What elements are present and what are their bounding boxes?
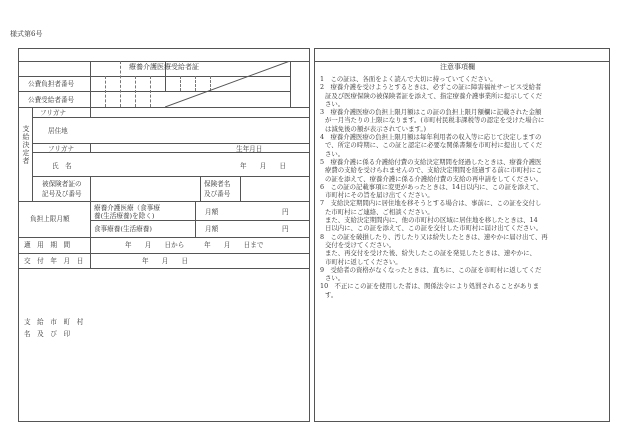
residence-label: 居住地 bbox=[48, 127, 68, 135]
note-text: 療費の支給を受けられませんので、支給決定期間を経過する前に市町村にこ bbox=[325, 166, 543, 175]
note-number: 9 bbox=[320, 265, 331, 274]
note-text: 受給者の資格がなくなったときは、直ちに、この証を市町村に返してくだ bbox=[330, 265, 542, 274]
note-line bbox=[320, 241, 610, 249]
note-text: す。 bbox=[325, 290, 338, 299]
note-text: この証を破損したり、汚したり又は紛失したときは、速やかに届け出て、再 bbox=[330, 232, 548, 241]
note-number: 7 bbox=[320, 199, 331, 208]
note-text: 療養介護医療の負担上限月額はこの証の負担上限月額欄に記載された金額 bbox=[330, 108, 542, 117]
issue-date-label: 交 付 年 月 日 bbox=[24, 257, 84, 265]
note-line bbox=[320, 141, 610, 149]
note-text: は減免後の額が表示されています。) bbox=[325, 124, 427, 133]
meal-care-label: 食事療養(生活療養) bbox=[94, 225, 152, 233]
insured-number-label-1: 被保険者証の bbox=[42, 180, 82, 188]
note-text: 支給決定期間内に居住地を移そうとする場合は、事前に、この証を交付し bbox=[330, 199, 542, 208]
note-line bbox=[320, 116, 610, 124]
furigana-label-2: フリガナ bbox=[48, 145, 75, 153]
note-number: 2 bbox=[320, 83, 331, 92]
public-recipient-number-label: 公費受給者番号 bbox=[28, 96, 75, 104]
note-line bbox=[320, 266, 610, 274]
notes-list bbox=[320, 75, 610, 299]
furigana-label-1: フリガナ bbox=[40, 109, 67, 117]
yen-label-2: 円 bbox=[282, 225, 289, 233]
note-text: さい。 bbox=[325, 99, 345, 108]
insurer-name-label-1: 保険者名 bbox=[204, 180, 231, 188]
note-text: 交付を受けてください。 bbox=[325, 240, 396, 249]
note-number: 10 bbox=[320, 282, 335, 291]
form-number: 様式第6号 bbox=[10, 30, 43, 38]
note-number: 4 bbox=[320, 133, 331, 142]
note-line bbox=[320, 100, 610, 108]
note-text: この証の記載事項に変更があったときは、14日以内に、この証を添えて、 bbox=[330, 182, 543, 191]
care-medical-label-1: 療養介護医療（食事療 bbox=[94, 204, 160, 212]
note-text: 療養介護に係る介護給付費の支給決定期間を経過したときは、療養介護医 bbox=[330, 157, 542, 166]
note-line bbox=[320, 233, 610, 241]
note-line bbox=[320, 249, 610, 257]
note-line bbox=[320, 291, 610, 299]
note-text: 市町村に返してください。 bbox=[325, 257, 402, 266]
birth-date-value: 年 月 日 bbox=[240, 162, 287, 170]
note-line bbox=[320, 224, 610, 232]
note-text: で、所定の時期に、この証と認定に必要な関係書類を市町村に提出してくだ bbox=[325, 141, 543, 150]
note-line bbox=[320, 125, 610, 133]
birth-date-label: 生年月日 bbox=[236, 145, 263, 153]
note-line bbox=[320, 92, 610, 100]
insurer-name-label-2: 及び番号 bbox=[204, 190, 231, 198]
note-number: 8 bbox=[320, 232, 331, 241]
payment-decision-label: 支給決定者 bbox=[22, 125, 30, 165]
note-line bbox=[320, 166, 610, 174]
note-number: 1 bbox=[320, 75, 331, 83]
note-text: 療養介護を受けようとするときは、必ずこの証に障害福祉サービス受給者 bbox=[330, 83, 542, 92]
note-number: 3 bbox=[320, 108, 331, 117]
note-text: また、再交付を受けた後、紛失したこの証を発見したときは、速やかに、 bbox=[325, 249, 536, 258]
note-text: 不正にこの証を使用した者は、関係法令により処罰されることがありま bbox=[334, 282, 540, 291]
note-text: 市町村にその旨を届け出てください。 bbox=[325, 191, 434, 200]
note-line bbox=[320, 175, 610, 183]
note-line bbox=[320, 208, 610, 216]
note-line bbox=[320, 258, 610, 266]
note-line bbox=[320, 83, 610, 91]
note-text: この証は、各面をよく読んで大切に持っていてください。 bbox=[330, 75, 497, 83]
certificate-title: 療養介護医療受給者証 bbox=[129, 63, 199, 71]
note-number: 5 bbox=[320, 157, 331, 166]
note-line bbox=[320, 183, 610, 191]
month-amount-label-1: 月額 bbox=[205, 208, 219, 216]
period-label: 適 用 期 間 bbox=[24, 241, 71, 249]
insured-number-label-2: 記号及び番号 bbox=[42, 190, 82, 198]
limit-label: 負担上限月額 bbox=[30, 215, 70, 223]
note-text: の証を添えて、療養介護に係る介護給付費の支給の再申請をしてください。 bbox=[325, 174, 543, 183]
note-number: 6 bbox=[320, 182, 331, 191]
note-text: さい。 bbox=[325, 274, 345, 283]
note-line bbox=[320, 199, 610, 207]
note-text: 日以内に、この証を添えて、この証を交付した市町村に届け出てください。 bbox=[325, 224, 543, 233]
note-text: 療養介護医療の負担上限月額は毎年利用者の収入等に応じて決定しますの bbox=[330, 133, 542, 142]
note-line bbox=[320, 150, 610, 158]
municipality-label-1: 支 給 市 町 村 bbox=[24, 318, 84, 326]
note-text: また、支給決定期間内に、他の市町村の区域に居住地を移したときは、14 bbox=[325, 216, 538, 225]
municipality-label-2: 名 及 び 印 bbox=[24, 330, 71, 338]
care-medical-label-2: 養(生活療養)を除く) bbox=[94, 212, 155, 220]
notes-title: 注意事項欄 bbox=[440, 63, 475, 71]
period-value: 年 月 日から 年 月 日まで bbox=[125, 241, 264, 249]
note-text: さい。 bbox=[325, 149, 345, 158]
yen-label-1: 円 bbox=[282, 208, 289, 216]
month-amount-label-2: 月額 bbox=[205, 225, 219, 233]
issue-date-value: 年 月 日 bbox=[142, 257, 189, 265]
name-label: 氏 名 bbox=[52, 162, 72, 170]
note-text: 証及び医療保険の被保険者証を添えて、指定療養介護事業所に提示してくだ bbox=[325, 91, 543, 100]
note-text: た市町村にご連絡、ご相談ください。 bbox=[325, 207, 434, 216]
note-text: が一月当たりの上限になります。(市町村民税非課税等の認定を受けた場合に bbox=[325, 116, 545, 125]
note-line bbox=[320, 282, 610, 290]
public-payer-number-label: 公費負担者番号 bbox=[28, 80, 75, 88]
